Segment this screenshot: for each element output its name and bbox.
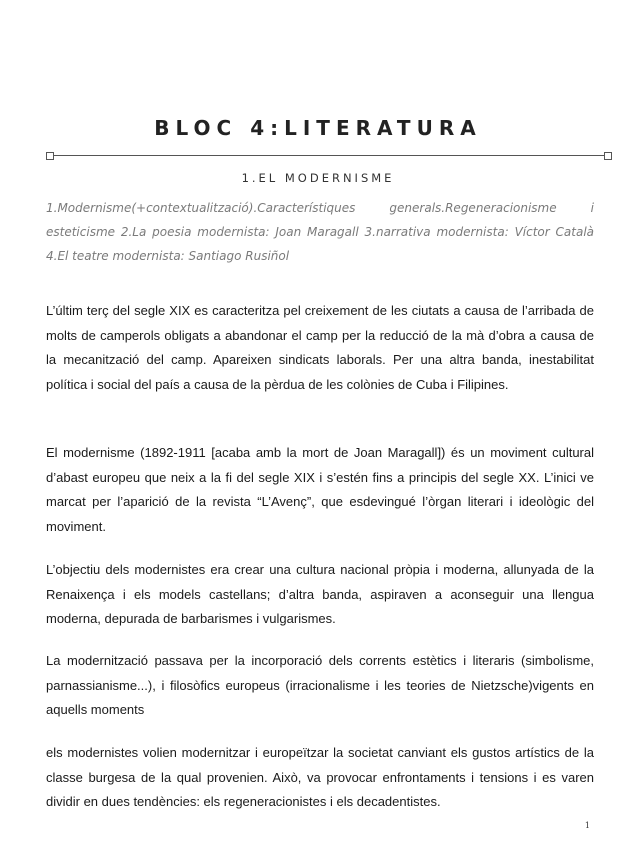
body-paragraph: els modernistes volien modernitzar i europeïtzar la societat canviant els gustos artístics de la classe burgesa de la qual provenien. Això, va provocar enfrontaments i tensions i es varen dividir en dues tendències: els regeneracionistes i els decadentistes.	[46, 745, 594, 809]
section-summary: 1.Modernisme(+contextualització).Característiques generals.Regeneracionisme i esteticisme 2.La poesia modernista: Joan Maragall 3.narrativa modernista: Víctor Català 4.El teatre modernista: Santiago Rusiñol	[46, 201, 594, 263]
body-paragraph: La modernització passava per la incorporació dels corrents estètics i literaris (simbolisme, parnassianisme...), i filosòfics europeus (irracionalisme i les teories de Nietzsche)vigents en aquells moments	[46, 653, 594, 717]
body-paragraph: El modernisme (1892-1911 [acaba amb la mort de Joan Maragall]) és un moviment cultural d’abast europeu que neix a la fi del segle XIX i s’estén fins a principis del segle XX. L’inici ve marcat per l’aparició de la revista “L’Avenç”, que esdevingué l’òrgan literari i ideològic del moviment.	[46, 445, 594, 534]
body-paragraph: L’últim terç del segle XIX es caracteritza pel creixement de les ciutats a causa de l’arribada de molts de camperols obligats a abandonar el camp per la reducció de la mà d’obra a causa de la mecanització del camp. Apareixen sindicats laborals. Per una altra banda, inestabilitat política i social del país a causa de la pèrdua de les colònies de Cuba i Filipines.	[46, 303, 594, 392]
body-paragraph: L’objectiu dels modernistes era crear una cultura nacional pròpia i moderna, allunyada de la Renaixença i els models castellans; d’altra banda, aspiraven a aconseguir una llengua moderna, depurada de barbarismes i vulgarismes.	[46, 562, 594, 626]
title-divider	[46, 152, 612, 160]
divider-left-square	[46, 152, 54, 160]
page-number: 1	[584, 821, 590, 830]
page-title: BLOC 4:LITERATURA	[154, 116, 482, 140]
divider-right-square	[604, 152, 612, 160]
divider-line	[50, 155, 608, 156]
section-heading: 1.EL MODERNISME	[241, 171, 395, 185]
